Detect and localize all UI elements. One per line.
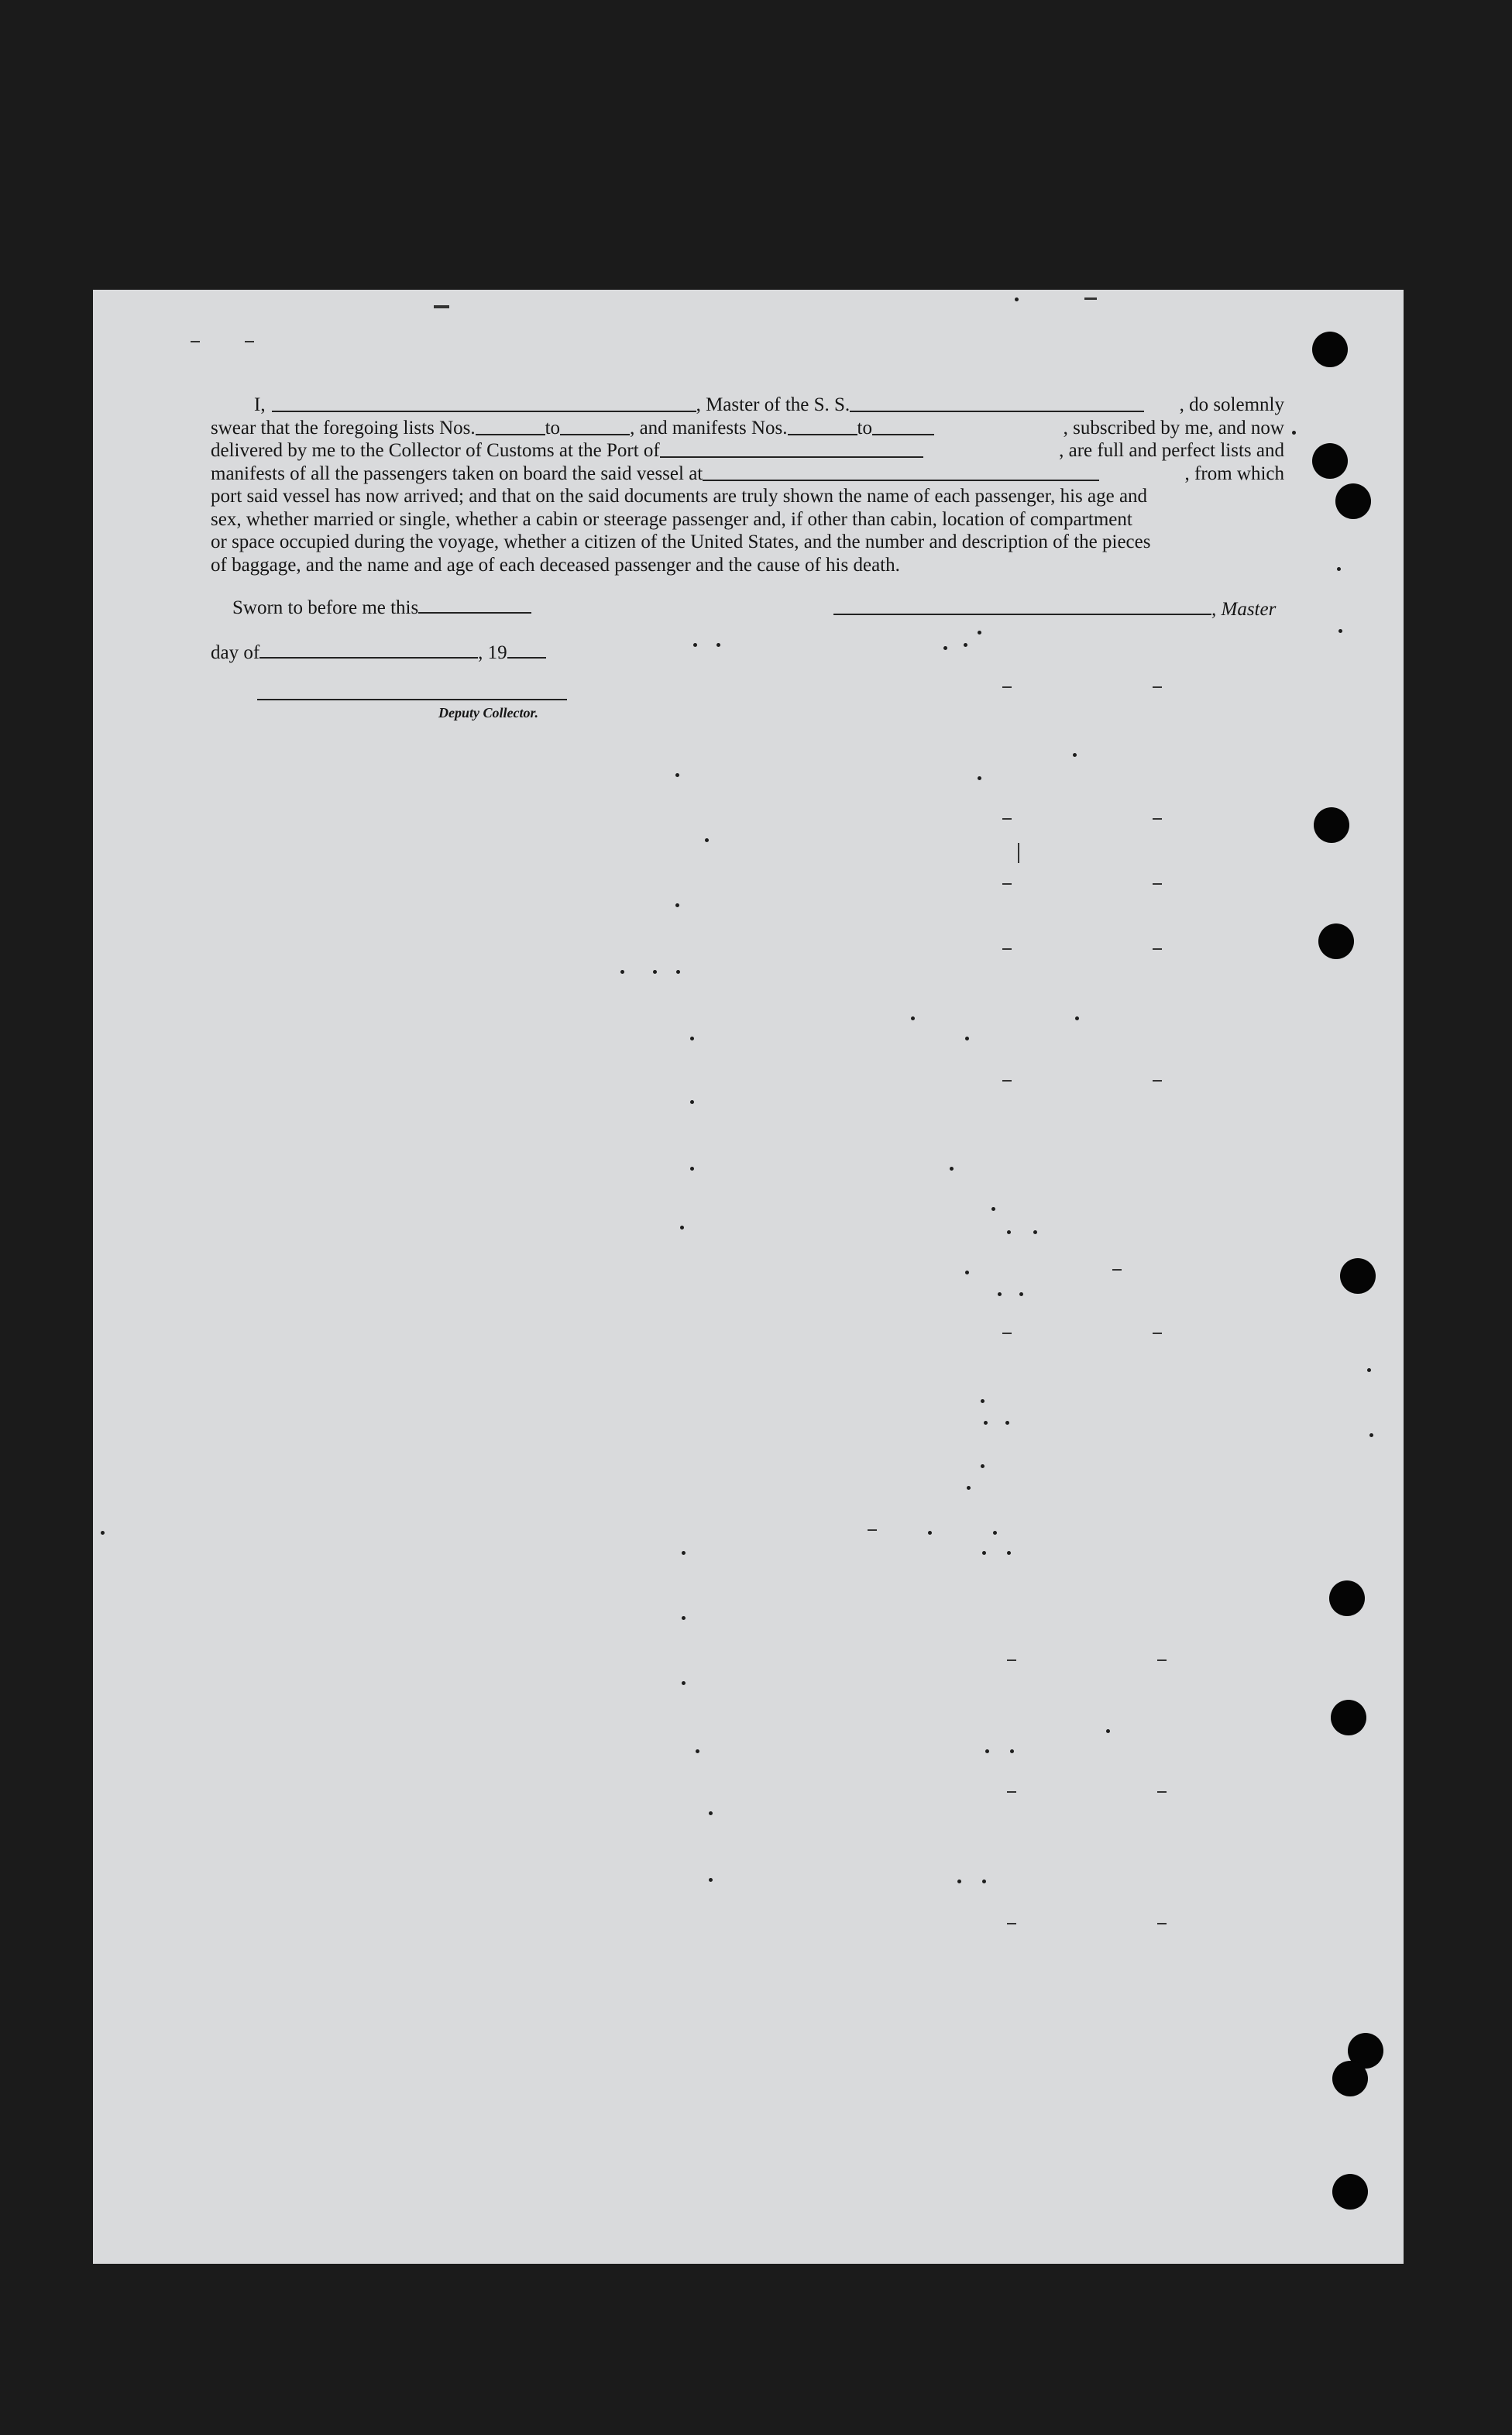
- manifest-to-blank: [872, 417, 934, 435]
- speck: [993, 1531, 997, 1535]
- punch-hole: [1312, 443, 1348, 479]
- departure-port-blank: [703, 463, 1099, 481]
- speck: [1010, 1749, 1014, 1753]
- oath-line2-e: , subscribed by me, and now: [1063, 417, 1284, 439]
- speck: [709, 1878, 713, 1882]
- speck: [957, 1880, 961, 1883]
- speck: [981, 1399, 985, 1403]
- speck: [1002, 948, 1012, 950]
- year-blank: [507, 640, 546, 659]
- punch-hole: [1314, 807, 1349, 843]
- speck: [1106, 1729, 1110, 1733]
- speck: [434, 305, 449, 308]
- speck: [1112, 1269, 1122, 1271]
- speck: [1033, 1230, 1037, 1234]
- speck: [1157, 1659, 1167, 1661]
- punch-hole: [1312, 332, 1348, 367]
- punch-hole: [1329, 1580, 1365, 1616]
- speck: [191, 341, 200, 342]
- oath-line3-a: delivered by me to the Collector of Customs at the Port of: [211, 440, 660, 461]
- speck: [1153, 818, 1162, 820]
- oath-line7: or space occupied during the voyage, whether a citizen of the United States, and the number and description of the pieces: [211, 531, 1151, 552]
- speck: [1338, 629, 1342, 633]
- speck: [1157, 1791, 1167, 1793]
- speck: [868, 1529, 877, 1531]
- speck: [928, 1531, 932, 1535]
- master-signature-row: [833, 597, 1276, 621]
- speck: [1007, 1923, 1016, 1924]
- speck: [620, 970, 624, 974]
- speck: [682, 1551, 686, 1555]
- sworn-date-blank: [418, 595, 531, 614]
- speck: [705, 838, 709, 842]
- speck: [653, 970, 657, 974]
- speck: [1157, 1923, 1167, 1924]
- speck: [1002, 818, 1012, 820]
- speck: [693, 643, 697, 647]
- speck: [982, 1551, 986, 1555]
- year-label: , 19: [478, 642, 507, 663]
- speck: [984, 1421, 988, 1425]
- speck: [1018, 843, 1019, 863]
- oath-line2-d: to: [857, 417, 872, 439]
- speck: [943, 646, 947, 650]
- punch-hole: [1332, 2174, 1368, 2210]
- oath-line2-c: , and manifests Nos.: [630, 417, 788, 439]
- speck: [982, 1880, 986, 1883]
- speck: [680, 1226, 684, 1230]
- speck: [1015, 297, 1019, 301]
- oath-line4-b: , from which: [1184, 463, 1284, 484]
- speck: [1073, 753, 1077, 757]
- list-to-blank: [560, 417, 630, 435]
- speck: [690, 1167, 694, 1171]
- speck: [964, 643, 967, 647]
- deputy-signature-line: [257, 699, 567, 700]
- speck: [978, 776, 981, 780]
- speck: [676, 970, 680, 974]
- speck: [965, 1037, 969, 1040]
- form-page: [93, 290, 1404, 2264]
- speck: [1002, 686, 1012, 688]
- speck: [1153, 883, 1162, 885]
- speck: [245, 341, 254, 342]
- deputy-collector-label: Deputy Collector.: [438, 705, 538, 721]
- master-name-blank: [272, 394, 696, 412]
- speck: [950, 1167, 954, 1171]
- speck: [1019, 1292, 1023, 1296]
- manifest-from-blank: [788, 417, 857, 435]
- speck: [1153, 1080, 1162, 1082]
- speck: [1002, 1080, 1012, 1082]
- speck: [1007, 1551, 1011, 1555]
- speck: [682, 1681, 686, 1685]
- speck: [696, 1749, 699, 1753]
- speck: [998, 1292, 1002, 1296]
- port-blank: [660, 439, 923, 458]
- speck: [1007, 1230, 1011, 1234]
- oath-line1-a: I,: [254, 394, 266, 415]
- speck: [682, 1616, 686, 1620]
- master-label: , Master: [1211, 599, 1277, 620]
- list-from-blank: [476, 417, 545, 435]
- speck: [1337, 567, 1341, 571]
- oath-line4-a: manifests of all the passengers taken on board the said vessel at: [211, 463, 703, 484]
- oath-line2-a: swear that the foregoing lists Nos.: [211, 417, 476, 439]
- speck: [1007, 1791, 1016, 1793]
- speck: [1002, 1333, 1012, 1334]
- speck: [991, 1207, 995, 1211]
- speck: [1153, 686, 1162, 688]
- master-signature-blank: [833, 597, 1211, 615]
- punch-hole: [1331, 1700, 1366, 1735]
- speck: [675, 903, 679, 907]
- speck: [716, 643, 720, 647]
- speck: [1007, 1659, 1016, 1661]
- oath-line6: sex, whether married or single, whether a cabin or steerage passenger and, if other than cabin, location of compartment: [211, 508, 1132, 530]
- speck: [1367, 1368, 1371, 1372]
- oath-line5: port said vessel has now arrived; and that on the said documents are truly shown the name of each passenger, his age and: [211, 486, 1148, 507]
- speck: [967, 1486, 971, 1490]
- speck: [101, 1531, 105, 1535]
- speck: [709, 1811, 713, 1815]
- sworn-label: Sworn to before me this: [232, 597, 419, 618]
- speck: [1369, 1433, 1373, 1437]
- speck: [1005, 1421, 1009, 1425]
- punch-hole: [1340, 1258, 1376, 1294]
- day-label: day of: [211, 642, 260, 663]
- ship-name-blank: [850, 394, 1144, 412]
- oath-line1-b: , Master of the S. S.: [696, 394, 850, 415]
- speck: [1153, 1333, 1162, 1334]
- speck: [690, 1037, 694, 1040]
- speck: [978, 631, 981, 635]
- oath-line8: of baggage, and the name and age of each deceased passenger and the cause of his death.: [211, 554, 900, 576]
- punch-hole: [1332, 2061, 1368, 2096]
- oath-line2-b: to: [545, 417, 561, 439]
- punch-hole: [1318, 923, 1354, 959]
- speck: [911, 1016, 915, 1020]
- speck: [675, 773, 679, 777]
- oath-line1-c: , do solemnly: [1179, 394, 1284, 415]
- oath-line3-b: , are full and perfect lists and: [1059, 440, 1284, 461]
- speck: [690, 1100, 694, 1104]
- day-blank: [259, 640, 478, 659]
- speck: [1075, 1016, 1079, 1020]
- speck: [981, 1464, 985, 1468]
- speck: [965, 1271, 969, 1274]
- day-row: [211, 640, 546, 664]
- speck: [1153, 948, 1162, 950]
- punch-hole: [1335, 483, 1371, 519]
- sworn-row: [232, 595, 531, 619]
- oath-paragraph: [211, 394, 1284, 576]
- speck: [1084, 297, 1097, 300]
- speck: [985, 1749, 989, 1753]
- speck: [1292, 431, 1296, 435]
- speck: [1002, 883, 1012, 885]
